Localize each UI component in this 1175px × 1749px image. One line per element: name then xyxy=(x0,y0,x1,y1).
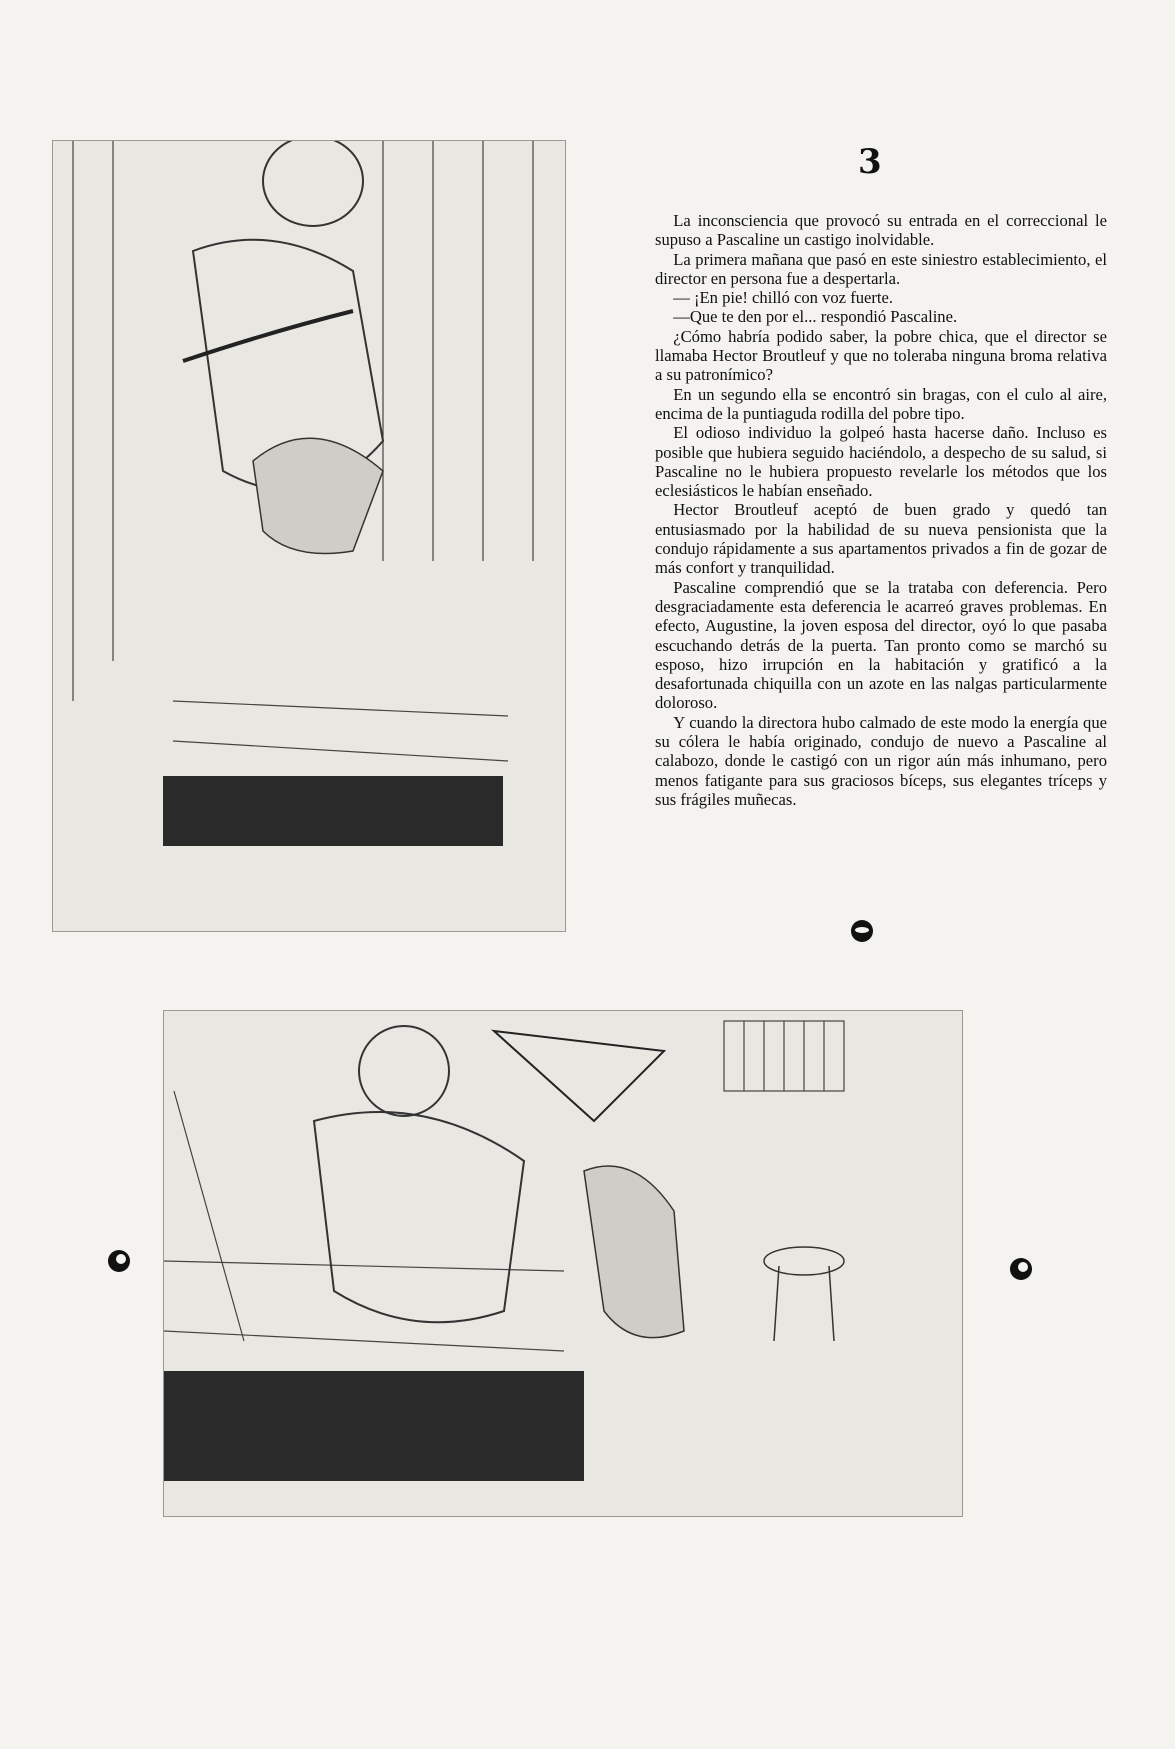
paragraph: Y cuando la directora hubo calmado de este modo la energía que su cólera le había originado, condujo de nuevo a Pascaline al calabozo, donde le castigó con un rigor aún más inhumano, pero menos fatigante para sus graciosos bíceps, sus elegantes tríceps y sus frágiles muñecas. xyxy=(655,712,1107,809)
paragraph: En un segundo ella se encontró sin bragas, con el culo al aire, encima de la puntiaguda rodilla del pobre tipo. xyxy=(655,384,1107,423)
paragraph: El odioso individuo la golpeó hasta hacerse daño. Incluso es posible que hubiera seguido haciéndolo, a despecho de su salud, si Pascaline no le hubiera propuesto revelarle los métodos que los eclesiásticos le habían enseñado. xyxy=(655,423,1107,501)
ornament-icon xyxy=(851,920,873,942)
paragraph: La primera mañana que pasó en este siniestro establecimiento, el director en persona fue a despertarla. xyxy=(655,249,1107,288)
illustration-placeholder-icon xyxy=(53,141,565,931)
paragraph: — ¡En pie! chilló con voz fuerte. xyxy=(673,288,894,308)
top-illustration xyxy=(52,140,566,932)
paragraph: Pascaline comprendió que se la trataba con deferencia. Pero desgraciadamente esta deferencia le acarreó graves problemas. En efecto, Augustine, la joven esposa del director, oyó lo que pasaba escuchando detrás de la puerta. Tan pronto como se marchó su esposo, hizo irrupción en la habitación y gratificó a la desafortunada chiquilla con un azote en las nalgas particularmente doloroso. xyxy=(655,577,1107,713)
bottom-illustration xyxy=(163,1010,963,1517)
illustration-placeholder-icon xyxy=(164,1011,962,1516)
page-number: 3 xyxy=(858,142,882,182)
ornament-icon xyxy=(108,1250,130,1272)
paragraph: ¿Cómo habría podido saber, la pobre chica, que el director se llamaba Hector Broutleuf y que no toleraba ninguna broma relativa a su patronímico? xyxy=(655,326,1107,385)
ornament-icon xyxy=(1010,1258,1032,1280)
paragraph: La inconsciencia que provocó su entrada en el correccional le supuso a Pascaline un castigo inolvidable. xyxy=(655,211,1107,250)
article-body xyxy=(655,211,1107,809)
paragraph: —Que te den por el... respondió Pascaline. xyxy=(673,307,958,327)
paragraph: Hector Broutleuf aceptó de buen grado y quedó tan entusiasmado por la habilidad de su nueva pensionista que la condujo rápidamente a sus apartamentos privados a fin de gozar de más confort y tranquilidad. xyxy=(655,500,1107,578)
